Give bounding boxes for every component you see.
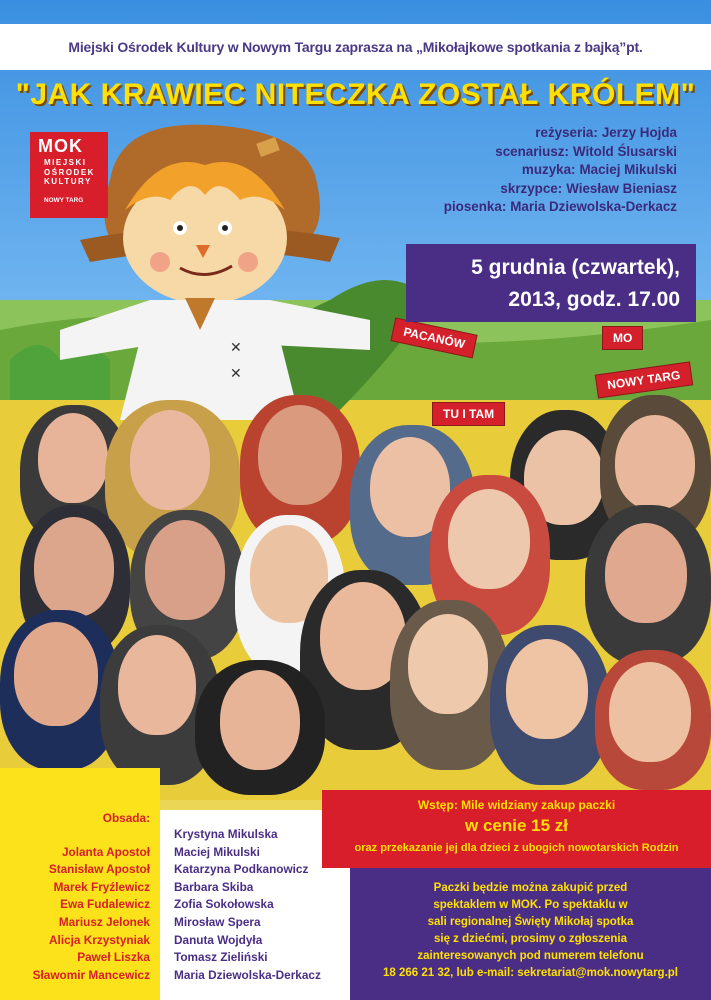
logo-line: KULTURY <box>44 177 92 186</box>
cast-name: Stanisław Apostoł <box>48 862 150 877</box>
play-title: "JAK KRAWIEC NITECZKA ZOSTAŁ KRÓLEM" <box>15 78 696 111</box>
info-line: się z dziećmi, prosimy o zgłoszenia <box>433 933 627 945</box>
logo-line: OŚRODEK <box>44 167 95 177</box>
cast-name: Ewa Fudalewicz <box>60 897 150 912</box>
svg-text:✕: ✕ <box>230 340 242 356</box>
cast-name: Krystyna Mikulska <box>174 827 278 841</box>
credit-row <box>337 143 677 162</box>
credit-name: Maria Dziewolska-Derkacz <box>510 199 677 214</box>
cast-name: Zofia Sokołowska <box>174 897 274 912</box>
actor-photo <box>595 650 711 790</box>
logo-city: NOWY TARG <box>44 197 84 204</box>
cast-name: Danuta Wojdyła <box>174 932 263 947</box>
cast-name: Mirosław Spera <box>174 914 261 929</box>
cast-name: Barbara Skiba <box>174 879 254 894</box>
cast-name: Sławomir Mancewicz <box>32 967 150 982</box>
sign-label: NOWY TARG <box>606 367 682 393</box>
cast-name: Maria Dziewolska-Derkacz <box>174 967 321 982</box>
event-time: 2013, godz. 17.00 <box>508 288 680 311</box>
entry-info-box <box>322 790 711 868</box>
cast-name: Jolanta Apostoł <box>61 844 150 859</box>
entry-line: oraz przekazanie jej dla dzieci z ubogich nowotarskich Rodzin <box>354 842 679 854</box>
credit-name: Maciej Mikulski <box>579 162 677 177</box>
ticket-info-box <box>350 868 711 1000</box>
cast-list <box>174 826 321 984</box>
svg-text:✕: ✕ <box>230 366 242 382</box>
cast-list <box>0 810 150 984</box>
actor-photo <box>490 625 610 785</box>
sign-mok <box>602 326 643 350</box>
credit-role: muzyka: <box>521 162 576 177</box>
logo-mark: MOK <box>38 136 83 156</box>
cast-name: Maciej Mikulski <box>174 844 260 859</box>
contact-line: 18 266 21 32, lub e-mail: sekretariat@mok.nowytarg.pl <box>382 967 678 979</box>
credit-name: Witold Ślusarski <box>572 143 677 159</box>
credit-row <box>337 124 677 143</box>
event-date-box <box>406 244 696 322</box>
invitation-banner <box>0 24 711 70</box>
info-line: sali regionalnej Święty Mikołaj spotka <box>427 916 634 928</box>
credit-name: Jerzy Hojda <box>601 125 677 140</box>
invitation-text: Miejski Ośrodek Kultury w Nowym Targu zaprasza na „Mikołajkowe spotkania z bajką”pt. <box>68 39 643 55</box>
cast-name: Tomasz Zieliński <box>174 950 268 965</box>
credit-role: piosenka: <box>443 199 507 214</box>
credit-row <box>337 180 677 199</box>
cast-heading: Obsada: <box>102 811 150 825</box>
sign-label: MO <box>613 331 633 345</box>
entry-line: Wstęp: Mile widziany zakup paczki <box>417 798 616 812</box>
cast-list-col1 <box>0 768 160 1000</box>
logo-text <box>44 158 95 187</box>
cast-photo-collage <box>0 395 711 795</box>
cast-name: Marek Fryźlewicz <box>53 879 150 894</box>
logo-line: MIEJSKI <box>44 158 87 167</box>
cast-name: Katarzyna Podkanowicz <box>174 862 309 877</box>
cast-name: Mariusz Jelonek <box>58 914 150 929</box>
info-line: Paczki będzie można zakupić przed <box>433 882 628 894</box>
credit-role: skrzypce: <box>500 180 563 196</box>
mok-logo <box>30 132 108 218</box>
sign-label: TU I TAM <box>443 407 495 421</box>
sign-label: PACANÓW <box>402 324 467 352</box>
credit-role: scenariusz: <box>495 143 569 159</box>
credits <box>337 124 677 217</box>
event-date: 5 grudnia (czwartek), <box>471 256 680 279</box>
info-line: zainteresowanych pod numerem telefonu <box>417 950 644 962</box>
actor-photo <box>585 505 711 665</box>
credit-row <box>337 198 677 217</box>
info-line: spektaklem w MOK. Po spektaklu w <box>433 899 628 911</box>
credit-name: Wiesław Bieniasz <box>566 180 677 196</box>
actor-photo <box>195 660 325 795</box>
credit-role: reżyseria: <box>535 125 598 140</box>
credit-row <box>337 161 677 180</box>
entry-price: w cenie 15 zł <box>465 816 568 835</box>
info-text <box>350 880 711 982</box>
cast-name: Alicja Krzystyniak <box>49 932 150 947</box>
cast-name: Paweł Liszka <box>77 950 150 965</box>
